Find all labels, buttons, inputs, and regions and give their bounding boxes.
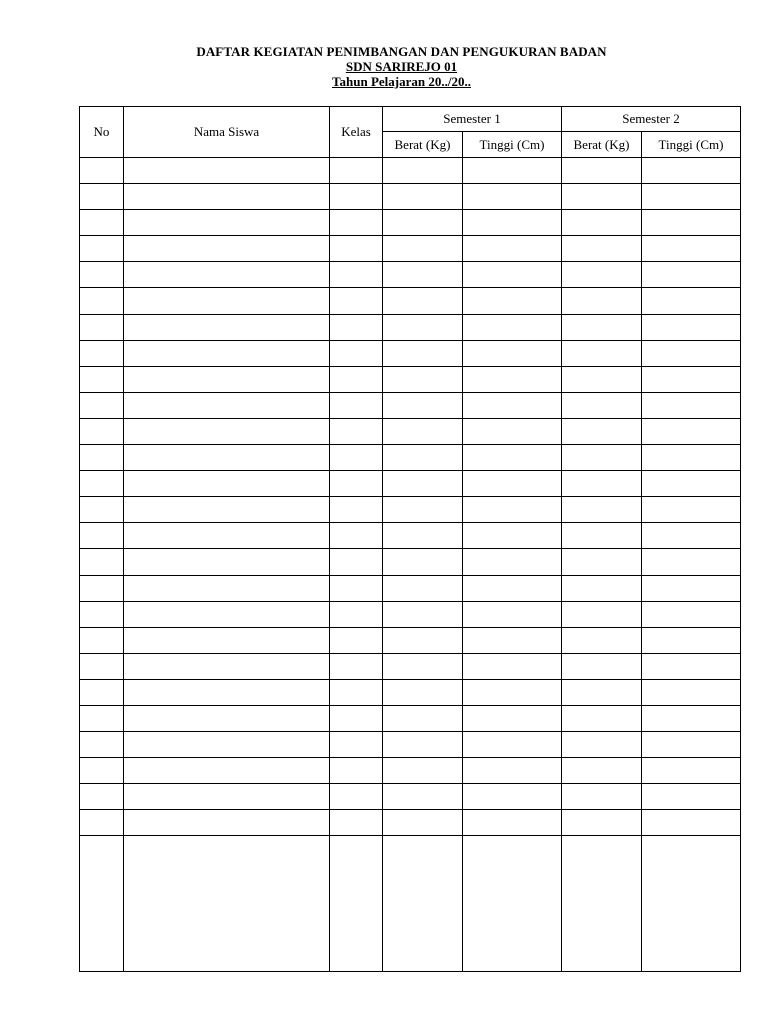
table-row <box>80 784 741 810</box>
col-header-s1-height: Tinggi (Cm) <box>463 132 562 158</box>
cell-class <box>330 236 383 262</box>
table-row <box>80 445 741 471</box>
cell-no <box>80 653 124 679</box>
cell-class <box>330 314 383 340</box>
cell-s2-height <box>642 549 741 575</box>
cell-s2-height <box>642 418 741 444</box>
cell-s2-weight <box>562 236 642 262</box>
cell-name <box>124 549 330 575</box>
cell-s2-height <box>642 445 741 471</box>
document-header <box>0 44 768 89</box>
cell-class <box>330 340 383 366</box>
table-row <box>80 549 741 575</box>
cell-s2-height <box>642 471 741 497</box>
cell-s1-height <box>463 601 562 627</box>
cell-s1-weight <box>383 705 463 731</box>
cell-s1-weight <box>383 810 463 836</box>
cell-name <box>124 627 330 653</box>
col-header-no: No <box>80 107 124 158</box>
col-header-s1-weight: Berat (Kg) <box>383 132 463 158</box>
cell-class <box>330 810 383 836</box>
cell-name <box>124 601 330 627</box>
cell-s1-height <box>463 262 562 288</box>
cell-s1-height <box>463 836 562 972</box>
cell-class <box>330 653 383 679</box>
cell-no <box>80 236 124 262</box>
col-header-s2-height: Tinggi (Cm) <box>642 132 741 158</box>
cell-name <box>124 392 330 418</box>
cell-name <box>124 523 330 549</box>
cell-no <box>80 262 124 288</box>
cell-no <box>80 758 124 784</box>
cell-name <box>124 340 330 366</box>
table-row <box>80 366 741 392</box>
cell-name <box>124 836 330 972</box>
cell-s1-height <box>463 784 562 810</box>
table-row-tall <box>80 836 741 972</box>
cell-name <box>124 784 330 810</box>
cell-s2-height <box>642 836 741 972</box>
cell-no <box>80 627 124 653</box>
cell-s1-height <box>463 627 562 653</box>
cell-s2-height <box>642 392 741 418</box>
cell-s1-height <box>463 471 562 497</box>
table-row <box>80 418 741 444</box>
cell-s2-height <box>642 784 741 810</box>
cell-s2-height <box>642 679 741 705</box>
cell-s1-weight <box>383 758 463 784</box>
cell-class <box>330 392 383 418</box>
table-row <box>80 288 741 314</box>
cell-s1-weight <box>383 236 463 262</box>
cell-s2-weight <box>562 262 642 288</box>
cell-s1-height <box>463 366 562 392</box>
cell-name <box>124 653 330 679</box>
cell-class <box>330 366 383 392</box>
table-row <box>80 158 741 184</box>
cell-s2-weight <box>562 445 642 471</box>
cell-no <box>80 810 124 836</box>
cell-s2-height <box>642 732 741 758</box>
cell-s1-weight <box>383 653 463 679</box>
col-header-name: Nama Siswa <box>124 107 330 158</box>
table-row <box>80 314 741 340</box>
cell-s2-height <box>642 158 741 184</box>
cell-s1-weight <box>383 158 463 184</box>
cell-s2-height <box>642 340 741 366</box>
cell-s1-height <box>463 236 562 262</box>
cell-s1-height <box>463 810 562 836</box>
cell-s2-weight <box>562 758 642 784</box>
cell-s1-height <box>463 288 562 314</box>
cell-s1-weight <box>383 679 463 705</box>
cell-name <box>124 210 330 236</box>
cell-s1-height <box>463 392 562 418</box>
table-row <box>80 262 741 288</box>
cell-no <box>80 601 124 627</box>
cell-s2-weight <box>562 627 642 653</box>
cell-s2-height <box>642 653 741 679</box>
cell-s1-weight <box>383 418 463 444</box>
cell-no <box>80 732 124 758</box>
cell-s2-weight <box>562 575 642 601</box>
cell-s1-height <box>463 340 562 366</box>
cell-s1-weight <box>383 836 463 972</box>
cell-s2-weight <box>562 601 642 627</box>
cell-s1-height <box>463 184 562 210</box>
cell-no <box>80 836 124 972</box>
cell-s2-weight <box>562 549 642 575</box>
cell-s2-height <box>642 262 741 288</box>
cell-s2-height <box>642 497 741 523</box>
cell-s2-height <box>642 184 741 210</box>
cell-class <box>330 262 383 288</box>
cell-name <box>124 445 330 471</box>
cell-s2-weight <box>562 679 642 705</box>
cell-class <box>330 627 383 653</box>
cell-name <box>124 314 330 340</box>
cell-name <box>124 262 330 288</box>
cell-no <box>80 210 124 236</box>
cell-s1-weight <box>383 445 463 471</box>
cell-s1-height <box>463 314 562 340</box>
cell-s1-weight <box>383 601 463 627</box>
cell-s2-weight <box>562 418 642 444</box>
cell-class <box>330 210 383 236</box>
cell-s2-height <box>642 810 741 836</box>
cell-s1-height <box>463 732 562 758</box>
cell-s2-height <box>642 758 741 784</box>
cell-s1-weight <box>383 366 463 392</box>
cell-class <box>330 758 383 784</box>
cell-s1-weight <box>383 262 463 288</box>
cell-no <box>80 418 124 444</box>
cell-no <box>80 445 124 471</box>
cell-s2-height <box>642 575 741 601</box>
cell-s2-weight <box>562 392 642 418</box>
cell-s1-height <box>463 210 562 236</box>
document-title: DAFTAR KEGIATAN PENIMBANGAN DAN PENGUKURAN BADAN <box>196 44 607 59</box>
school-name: SDN SARIREJO 01 <box>345 59 458 74</box>
cell-s2-height <box>642 705 741 731</box>
cell-name <box>124 184 330 210</box>
cell-s1-height <box>463 445 562 471</box>
table-row <box>80 340 741 366</box>
table-row <box>80 392 741 418</box>
cell-no <box>80 158 124 184</box>
table-row <box>80 523 741 549</box>
table-row <box>80 497 741 523</box>
cell-name <box>124 497 330 523</box>
cell-s2-height <box>642 314 741 340</box>
cell-s1-weight <box>383 340 463 366</box>
cell-class <box>330 549 383 575</box>
cell-s2-height <box>642 627 741 653</box>
cell-no <box>80 784 124 810</box>
table-row <box>80 184 741 210</box>
cell-name <box>124 679 330 705</box>
cell-s2-weight <box>562 366 642 392</box>
cell-s2-height <box>642 288 741 314</box>
cell-no <box>80 184 124 210</box>
cell-name <box>124 732 330 758</box>
cell-class <box>330 497 383 523</box>
cell-name <box>124 758 330 784</box>
cell-s2-weight <box>562 705 642 731</box>
cell-s1-weight <box>383 784 463 810</box>
cell-s2-weight <box>562 471 642 497</box>
cell-s2-weight <box>562 497 642 523</box>
cell-s1-height <box>463 653 562 679</box>
cell-s1-weight <box>383 471 463 497</box>
table-row <box>80 653 741 679</box>
cell-s1-height <box>463 418 562 444</box>
cell-s2-height <box>642 366 741 392</box>
cell-no <box>80 523 124 549</box>
cell-s1-height <box>463 679 562 705</box>
col-header-semester-1: Semester 1 <box>383 107 562 132</box>
cell-name <box>124 810 330 836</box>
cell-no <box>80 392 124 418</box>
cell-s2-height <box>642 236 741 262</box>
table-row <box>80 758 741 784</box>
cell-no <box>80 497 124 523</box>
cell-class <box>330 784 383 810</box>
cell-s1-weight <box>383 732 463 758</box>
cell-class <box>330 418 383 444</box>
cell-no <box>80 549 124 575</box>
cell-s2-weight <box>562 314 642 340</box>
cell-class <box>330 575 383 601</box>
cell-class <box>330 288 383 314</box>
cell-name <box>124 575 330 601</box>
cell-no <box>80 575 124 601</box>
cell-name <box>124 366 330 392</box>
table-row <box>80 575 741 601</box>
table-row <box>80 471 741 497</box>
cell-no <box>80 679 124 705</box>
cell-s2-weight <box>562 210 642 236</box>
measurement-table <box>79 106 741 972</box>
cell-s2-weight <box>562 784 642 810</box>
cell-name <box>124 288 330 314</box>
cell-s1-height <box>463 705 562 731</box>
cell-class <box>330 705 383 731</box>
cell-s1-weight <box>383 314 463 340</box>
cell-s1-height <box>463 523 562 549</box>
cell-no <box>80 340 124 366</box>
academic-year: Tahun Pelajaran 20../20.. <box>332 74 471 89</box>
table-row <box>80 601 741 627</box>
cell-s1-height <box>463 497 562 523</box>
cell-class <box>330 732 383 758</box>
table-row <box>80 236 741 262</box>
cell-class <box>330 445 383 471</box>
cell-s1-weight <box>383 184 463 210</box>
table-body <box>80 158 741 972</box>
cell-s1-weight <box>383 210 463 236</box>
cell-class <box>330 184 383 210</box>
cell-s1-weight <box>383 497 463 523</box>
cell-s2-weight <box>562 340 642 366</box>
col-header-class: Kelas <box>330 107 383 158</box>
cell-s2-weight <box>562 653 642 679</box>
cell-class <box>330 679 383 705</box>
table-row <box>80 705 741 731</box>
cell-name <box>124 158 330 184</box>
cell-no <box>80 471 124 497</box>
table-row <box>80 810 741 836</box>
cell-s1-weight <box>383 549 463 575</box>
cell-s2-weight <box>562 810 642 836</box>
cell-s2-weight <box>562 836 642 972</box>
cell-name <box>124 705 330 731</box>
cell-name <box>124 471 330 497</box>
table-row <box>80 627 741 653</box>
col-header-s2-weight: Berat (Kg) <box>562 132 642 158</box>
cell-s1-height <box>463 158 562 184</box>
cell-s2-height <box>642 523 741 549</box>
col-header-semester-2: Semester 2 <box>562 107 741 132</box>
cell-class <box>330 523 383 549</box>
cell-no <box>80 288 124 314</box>
cell-s2-weight <box>562 288 642 314</box>
cell-no <box>80 366 124 392</box>
cell-s1-weight <box>383 523 463 549</box>
cell-s1-weight <box>383 392 463 418</box>
table-row <box>80 679 741 705</box>
cell-s2-weight <box>562 523 642 549</box>
cell-s1-height <box>463 549 562 575</box>
cell-class <box>330 471 383 497</box>
cell-s1-height <box>463 758 562 784</box>
cell-class <box>330 158 383 184</box>
cell-s2-height <box>642 601 741 627</box>
cell-s2-weight <box>562 184 642 210</box>
cell-name <box>124 236 330 262</box>
cell-s1-weight <box>383 627 463 653</box>
cell-class <box>330 601 383 627</box>
table-row <box>80 210 741 236</box>
cell-no <box>80 705 124 731</box>
table-row <box>80 732 741 758</box>
cell-class <box>330 836 383 972</box>
cell-no <box>80 314 124 340</box>
cell-name <box>124 418 330 444</box>
cell-s1-weight <box>383 575 463 601</box>
cell-s2-weight <box>562 158 642 184</box>
cell-s1-weight <box>383 288 463 314</box>
cell-s2-weight <box>562 732 642 758</box>
cell-s1-height <box>463 575 562 601</box>
cell-s2-height <box>642 210 741 236</box>
